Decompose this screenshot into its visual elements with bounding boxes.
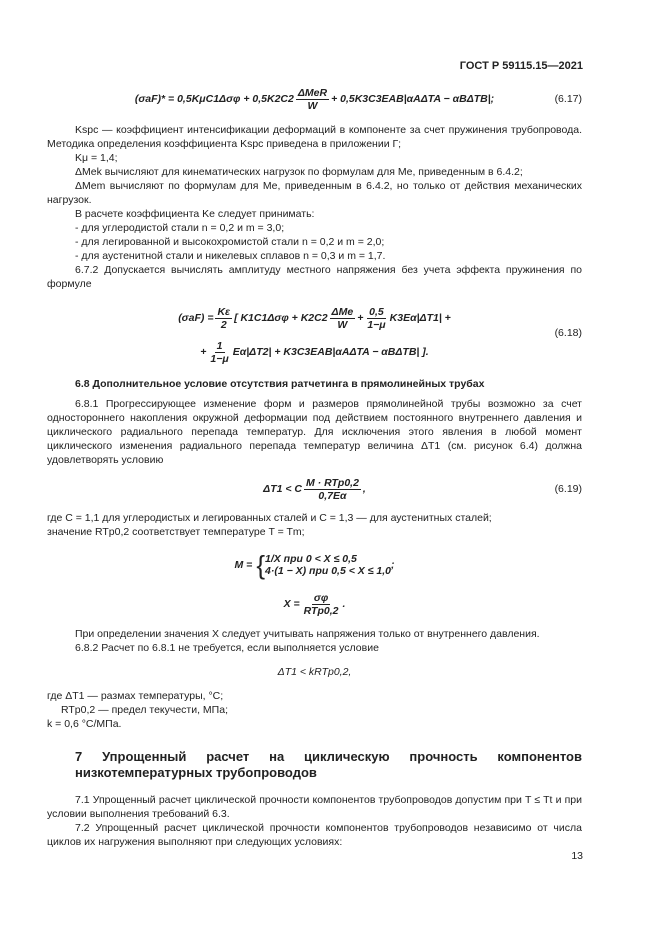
eq618-m-den: W	[337, 318, 348, 331]
eq618-number: (6.18)	[554, 327, 582, 339]
def-dmem: ΔMem вычисляют по формулам для Me, приведенным в 6.4.2, но только от действия механических нагрузок.	[47, 180, 582, 206]
para-6-8-2: 6.8.2 Расчет по 6.8.1 не требуется, если выполняется условие	[75, 642, 379, 654]
eq-x-den: RTp0,2	[303, 604, 339, 617]
section-7-title: 7 Упрощенный расчет на циклическую прочность компонентов низкотемпературных трубопроводов	[75, 749, 582, 780]
def-dmek: ΔMek вычисляют для кинематических нагрузок по формулам для Me, приведенным в 6.4.2;	[75, 166, 523, 178]
eq618-c-num: 0,5	[369, 305, 384, 318]
eq-m-brace: {	[256, 550, 265, 580]
eq618-plus: +	[357, 312, 364, 324]
eq617-lhs: (σaF)* = 0,5KμC1Δσφ + 0,5K2C2	[134, 93, 294, 105]
eq-m-case1: 1/X при 0 < X ≤ 0,5	[265, 553, 357, 565]
eq617-fraction	[296, 87, 329, 112]
ke-item-alloy: - для легированной и высокохромистой стали n = 0,2 и m = 2,0;	[75, 236, 385, 248]
eq619-end: ,	[362, 483, 366, 495]
para-7-2: 7.2 Упрощенный расчет циклической прочности компонентов трубопроводов независимо от числа циклов их нагружения выполняют при следующих условиях:	[47, 822, 582, 848]
equation-6-19	[47, 471, 582, 507]
eq619-den: 0,7Eα	[318, 489, 347, 502]
eq617-rhs: + 0,5K3C3EAB|αAΔTA − αBΔTB|;	[331, 93, 495, 105]
eq617-number: (6.17)	[554, 93, 582, 105]
ke-item-austenitic: - для аустенитной стали и никелевых сплавов n = 0,3 и m = 1,7.	[75, 250, 386, 262]
def-k: k = 0,6 °С/МПа.	[47, 718, 122, 730]
equation-6-18	[47, 301, 582, 369]
ke-item-carbon: - для углеродистой стали n = 0,2 и m = 3,0;	[75, 222, 285, 234]
eq619-lhs: ΔT1 < C	[263, 483, 303, 495]
eq618-part2: K3Eα|ΔT1| +	[389, 312, 451, 324]
eq619-num: M · RTp0,2	[306, 476, 359, 489]
eq-x-lhs: X =	[283, 598, 300, 610]
para-7-1: 7.1 Упрощенный расчет циклической прочности компонентов трубопроводов допустим при T ≤ Tt и при условии выполнения требований 6.3.	[47, 794, 582, 820]
eq619-fraction	[304, 477, 361, 502]
eq618-lhs: (σaF) =	[178, 312, 214, 324]
eq618-k-frac	[215, 306, 232, 331]
def-kspc: Kspc — коэффициент интенсификации деформаций в компоненте за счет пружинения трубопровода. Методика определения коэффициента Kspc приведена в приложении Г;	[47, 124, 582, 150]
page-number: 13	[571, 850, 583, 862]
eq617-frac-num: ΔMeR	[297, 86, 328, 99]
r-definition: значение RTp0,2 соответствует температуре T = Tm;	[47, 526, 305, 538]
def-kmu: Kμ = 1,4;	[75, 152, 118, 164]
eq619-number: (6.19)	[554, 483, 582, 495]
eq618-part1: [ K1C1Δσφ + K2C2	[234, 312, 328, 324]
eq618-k-num: Kε	[217, 305, 231, 318]
eq-x-num: σφ	[313, 591, 329, 604]
eq-m-end: ;	[390, 559, 395, 571]
eq618-c-frac	[365, 306, 387, 331]
eq618-one-frac	[208, 340, 230, 365]
eq618-k-den: 2	[220, 318, 227, 331]
para-x-note: При определении значения X следует учитывать напряжения только от внутреннего давления.	[75, 628, 540, 640]
equation-condition	[47, 659, 582, 685]
eq-x-fraction	[302, 592, 341, 617]
ke-intro: В расчете коэффициента Ke следует принимать:	[75, 208, 315, 220]
eq-m-cases	[265, 553, 391, 577]
document-id: ГОСТ Р 59115.15—2021	[459, 60, 583, 72]
def-dt1: где ΔT1 — размах температуры, °С;	[47, 690, 224, 702]
equation-x	[47, 585, 582, 623]
eq-m-case2: 4·(1 − X) при 0,5 < X ≤ 1,0	[265, 565, 391, 577]
eq618-one-num: 1	[216, 339, 223, 352]
eq618-c-den: 1−μ	[367, 318, 386, 331]
equation-6-17	[47, 85, 582, 113]
def-rp: RTp0,2 — предел текучести, МПа;	[61, 704, 228, 716]
eq-x-end: .	[342, 598, 346, 610]
eq618-one-den: 1−μ	[210, 352, 229, 365]
c-definition: где C = 1,1 для углеродистых и легированных сталей и C = 1,3 — для аустенитных сталей;	[47, 512, 492, 524]
eq-cond-text: ΔT1 < kRTp0,2,	[277, 666, 352, 678]
page-content	[47, 85, 582, 849]
para-6-8-1: 6.8.1 Прогрессирующее изменение форм и размеров прямолинейной трубы возможно за счет одностороннего накопления окружной деформации под действием постоянного внутреннего давления и циклического радиального перепада температур. Для исключения этого явления в любой момент циклического изменения радиального перепада температур величина ΔT1 (см. рисунок 6.4) должна удовлетворять условию	[47, 398, 582, 466]
eq618-m-frac	[330, 306, 356, 331]
eq617-frac-den: W	[307, 99, 318, 112]
eq618-line2-pre: +	[200, 346, 207, 358]
eq-m-lhs: M =	[234, 559, 253, 571]
eq618-line2: Eα|ΔT2| + K3C3EAB|αAΔTA − αBΔTB| ].	[232, 346, 429, 358]
eq618-m-num: ΔMe	[331, 305, 354, 318]
section-6-8-title: 6.8 Дополнительное условие отсутствия ратчетинга в прямолинейных трубах	[75, 378, 485, 390]
equation-m	[47, 545, 582, 585]
para-6-7-2: 6.7.2 Допускается вычислять амплитуду местного напряжения без учета эффекта пружинения по формуле	[47, 264, 582, 290]
